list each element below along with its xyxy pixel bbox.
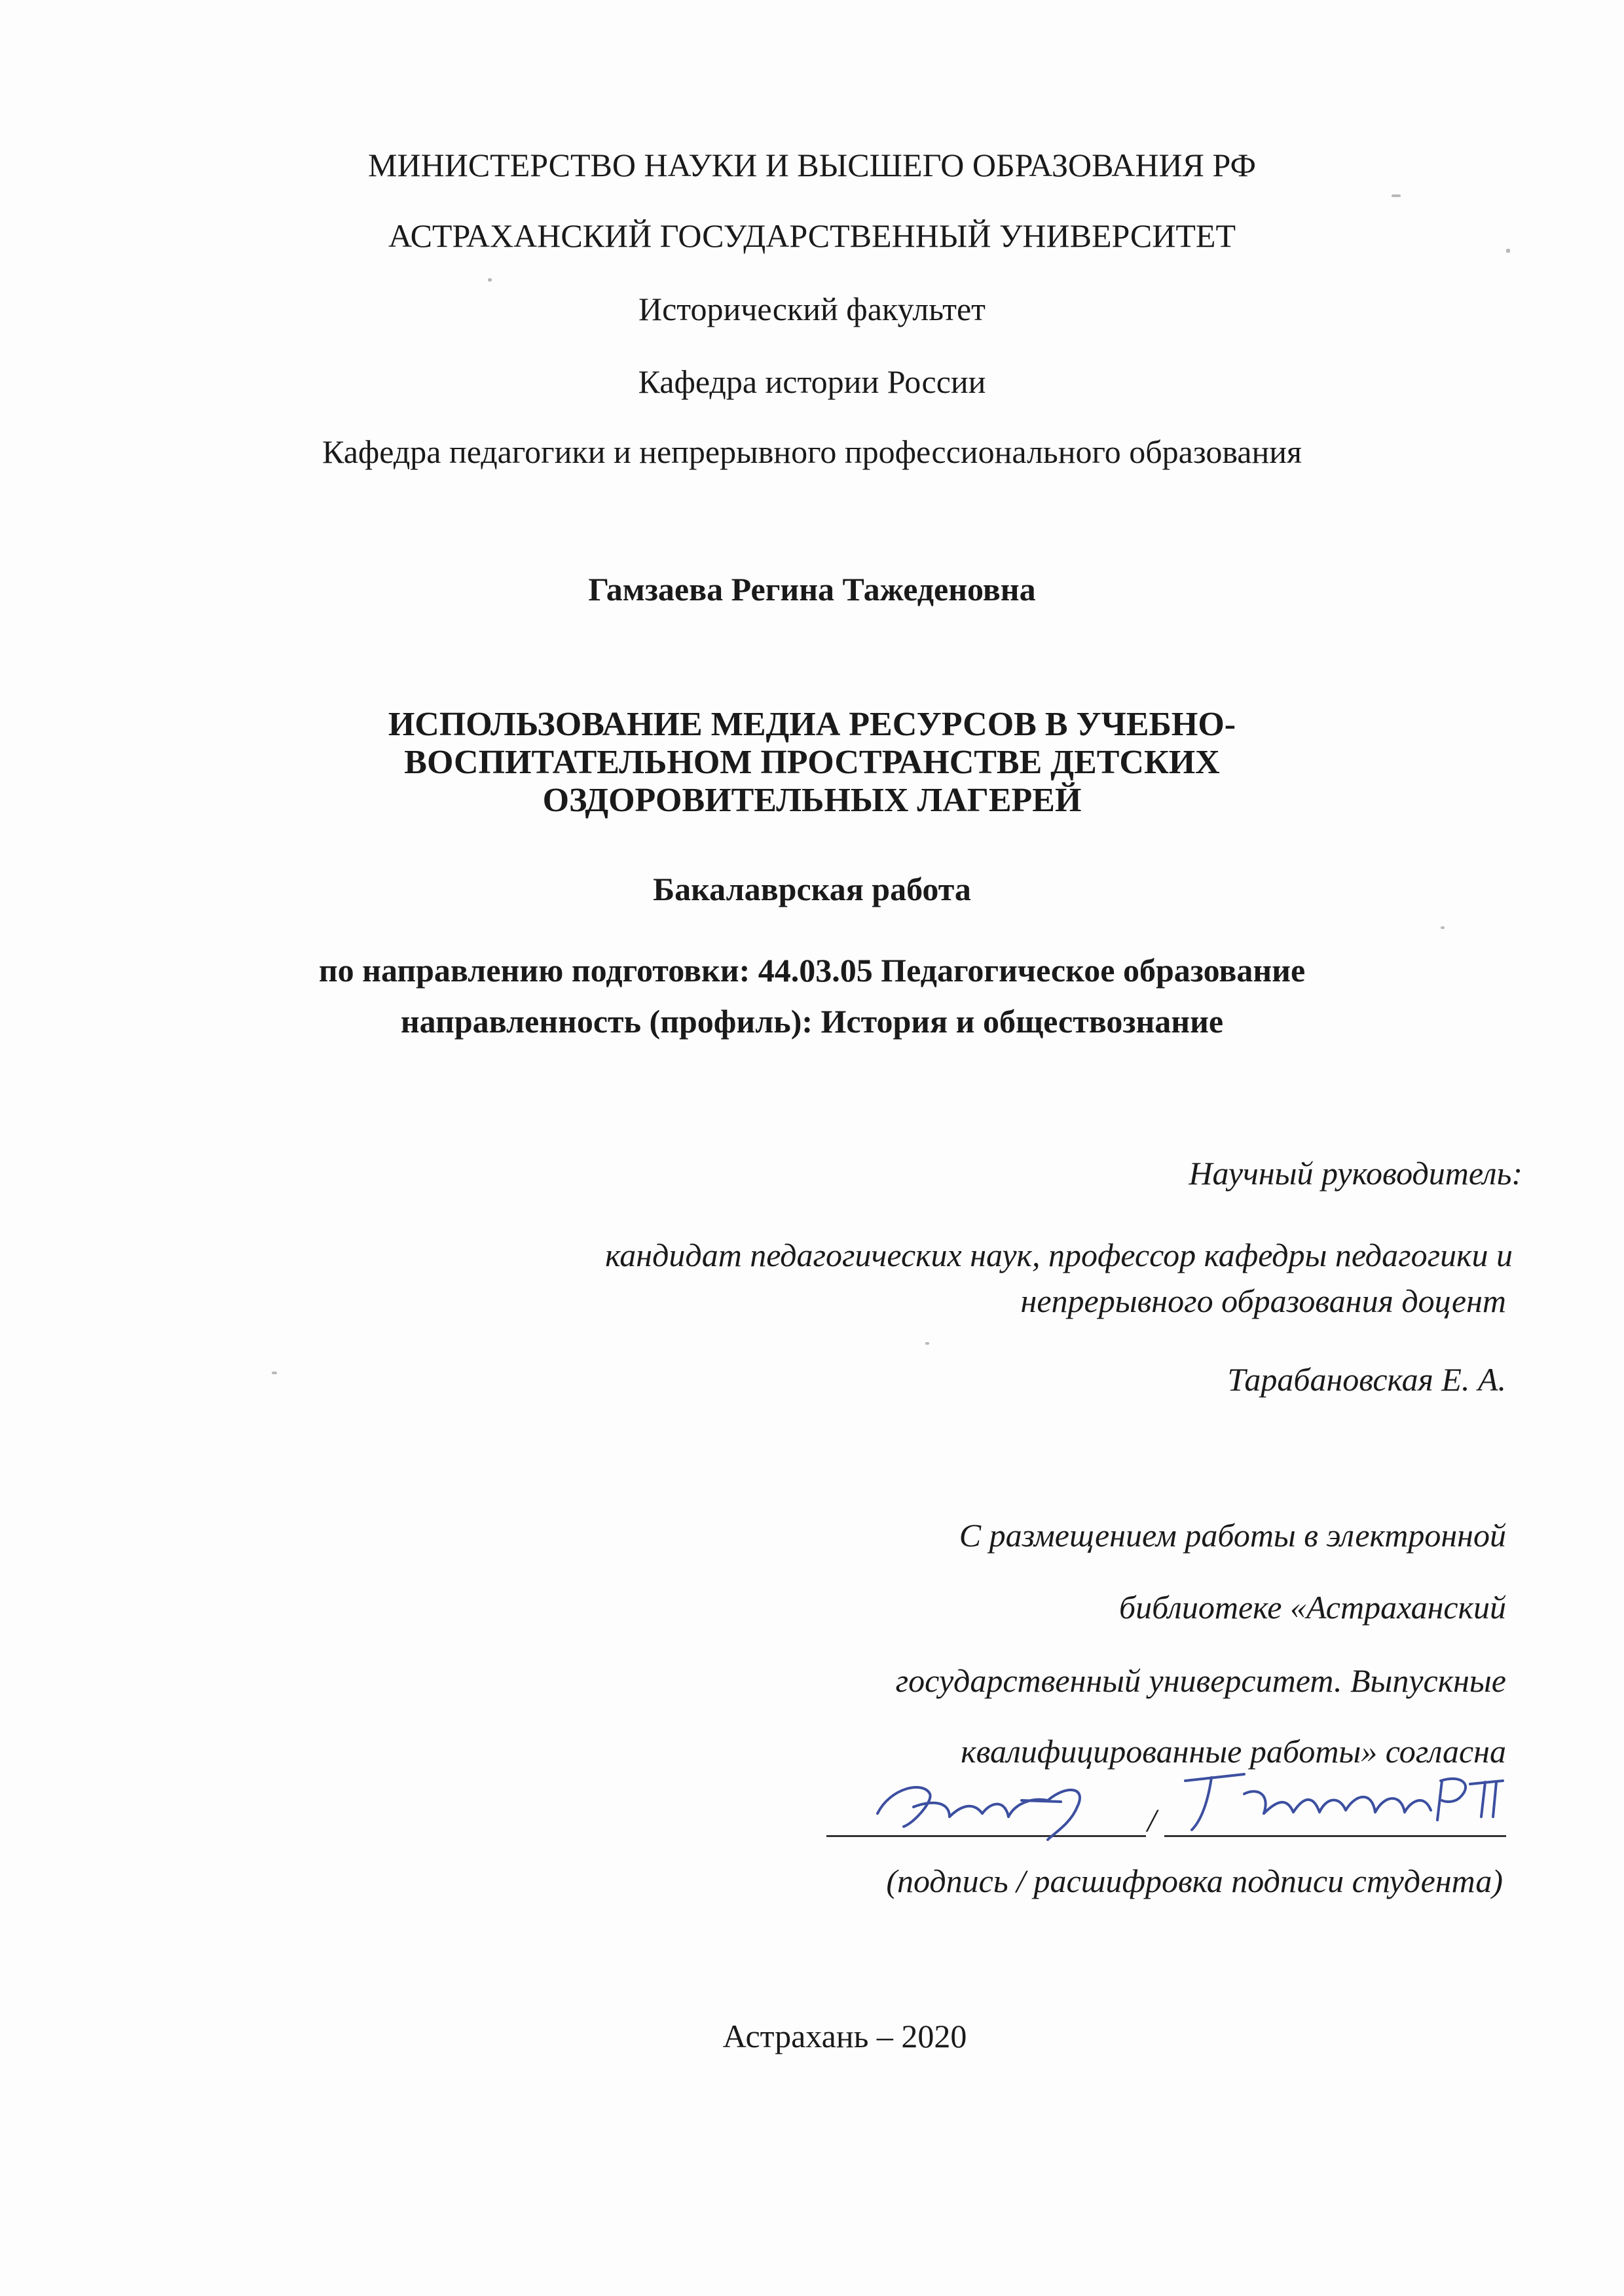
department-pedagogy-heading: Кафедра педагогики и непрерывного профессионального образования — [322, 433, 1302, 470]
signature-caption: (подпись / расшифровка подписи студента) — [886, 1863, 1503, 1899]
scan-speck — [925, 1342, 929, 1345]
thesis-title — [0, 706, 1624, 820]
consent-line-4: квалифицированные работы» согласна — [961, 1733, 1506, 1770]
city-year: Астрахань – 2020 — [722, 2018, 967, 2054]
department-history-heading: Кафедра истории России — [638, 363, 986, 400]
scan-speck — [1441, 926, 1445, 929]
work-type: Бакалаврская работа — [653, 871, 971, 907]
student-signature-decryption-image — [1172, 1755, 1513, 1846]
consent-line-3: государственный университет. Выпускные — [895, 1662, 1506, 1699]
consent-line-2: библиотеке «Астраханский — [1119, 1589, 1506, 1626]
study-profile: направленность (профиль): История и обществознание — [400, 1003, 1224, 1040]
scan-speck — [488, 278, 492, 282]
signature-slash: / — [1147, 1802, 1156, 1838]
author-name: Гамзаева Регина Тажеденовна — [588, 571, 1036, 608]
ministry-heading: МИНИСТЕРСТВО НАУКИ И ВЫСШЕГО ОБРАЗОВАНИЯ РФ — [368, 147, 1256, 183]
scan-speck — [1392, 194, 1401, 197]
faculty-heading: Исторический факультет — [638, 291, 986, 327]
scan-speck — [272, 1372, 277, 1374]
supervisor-position-line-1: кандидат педагогических наук, профессор кафедры педагогики и — [605, 1237, 1513, 1273]
consent-line-1: С размещением работы в электронной — [959, 1517, 1506, 1554]
study-direction: по направлению подготовки: 44.03.05 Педагогическое образование — [318, 952, 1306, 989]
thesis-title-line-1: ИСПОЛЬЗОВАНИЕ МЕДИА РЕСУРСОВ В УЧЕБНО- — [388, 706, 1236, 743]
university-heading: АСТРАХАНСКИЙ ГОСУДАРСТВЕННЫЙ УНИВЕРСИТЕТ — [388, 217, 1236, 254]
student-signature-image — [851, 1761, 1126, 1846]
scan-speck — [1506, 249, 1510, 253]
thesis-title-line-3: ОЗДОРОВИТЕЛЬНЫХ ЛАГЕРЕЙ — [542, 782, 1082, 819]
thesis-title-line-2: ВОСПИТАТЕЛЬНОМ ПРОСТРАНСТВЕ ДЕТСКИХ — [404, 744, 1220, 781]
supervisor-position-line-2: непрерывного образования доцент — [1020, 1283, 1506, 1319]
supervisor-label: Научный руководитель: — [1189, 1155, 1522, 1192]
supervisor-name: Тарабановская Е. А. — [1227, 1361, 1506, 1398]
